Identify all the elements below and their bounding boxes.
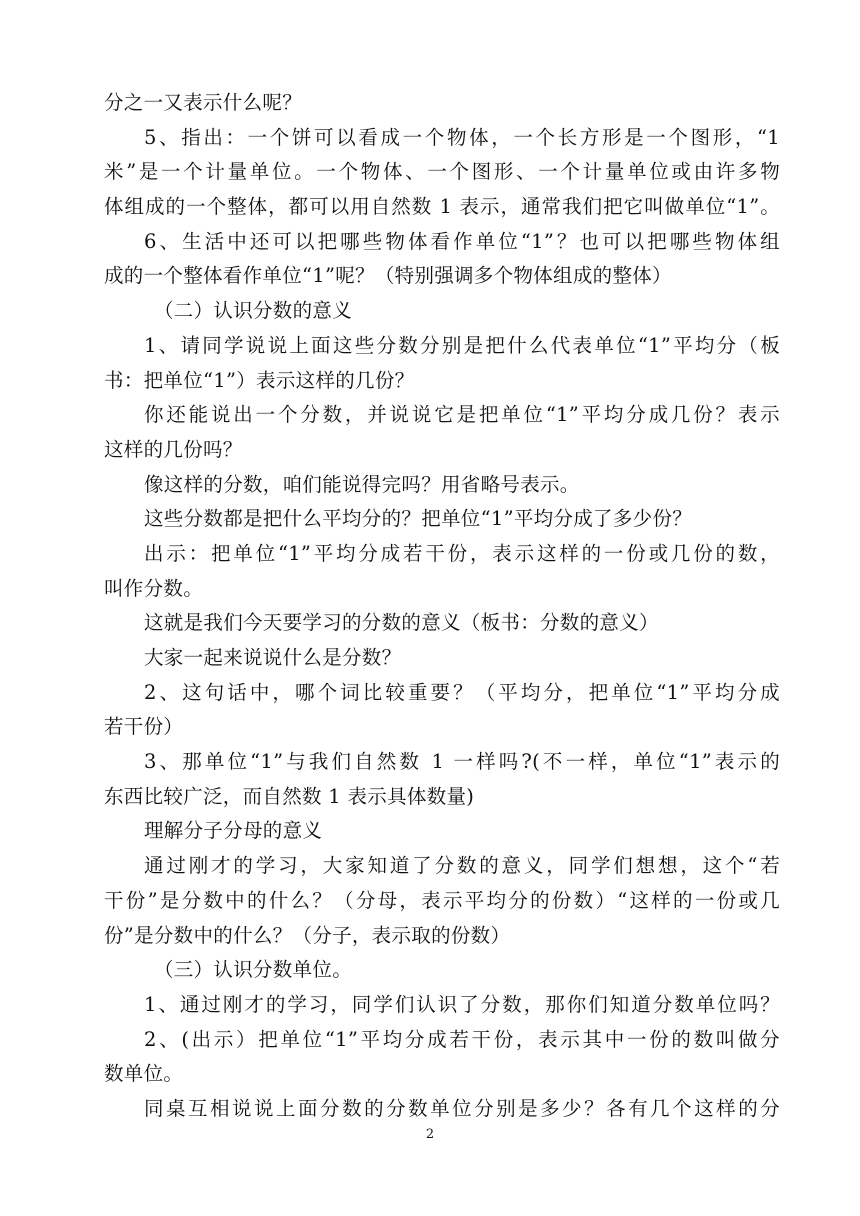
text-line: 数单位。	[104, 1062, 184, 1086]
section-heading: 理解分子分母的意义	[144, 819, 323, 843]
text-line: 出示：把单位“1”平均分成若干份，表示这样的一份或几份的数，	[144, 541, 780, 565]
text-line: 2、这句话中，哪个词比较重要？（平均分，把单位“1”平均分成	[144, 680, 780, 704]
text-line: 若干份）	[104, 715, 184, 739]
text-line: 东西比较广泛，而自然数 1 表示具体数量)	[104, 784, 475, 808]
page-number: 2	[425, 1127, 435, 1142]
text-line: 1、请同学说说上面这些分数分别是把什么代表单位“1”平均分（板	[144, 333, 780, 357]
text-line: 同桌互相说说上面分数的分数单位分别是多少？各有几个这样的分	[144, 1096, 780, 1120]
document-body	[104, 86, 780, 1127]
text-line: 6、生活中还可以把哪些物体看作单位“1”？也可以把哪些物体组	[144, 229, 780, 253]
section-heading: （三）认识分数单位。	[154, 958, 353, 982]
text-line: 通过刚才的学习，大家知道了分数的意义，同学们想想，这个“若	[144, 854, 780, 878]
text-line: 1、通过刚才的学习，同学们认识了分数，那你们知道分数单位吗？	[144, 992, 780, 1016]
text-line: 这些分数都是把什么平均分的？把单位“1”平均分成了多少份？	[144, 507, 693, 531]
text-line: 米”是一个计量单位。一个物体、一个图形、一个计量单位或由许多物	[104, 160, 780, 184]
text-line: 体组成的一个整体，都可以用自然数 1 表示，通常我们把它叫做单位“1”。	[104, 195, 780, 219]
text-line: 干份”是分数中的什么？（分母，表示平均分的份数）“这样的一份或几	[104, 888, 780, 912]
text-line: 5、指出：一个饼可以看成一个物体，一个长方形是一个图形，“1	[144, 125, 780, 149]
text-line: 这就是我们今天要学习的分数的意义（板书：分数的意义）	[144, 611, 659, 635]
text-line: 成的一个整体看作单位“1”呢？（特别强调多个物体组成的整体）	[104, 264, 672, 288]
text-line: 你还能说出一个分数，并说说它是把单位“1”平均分成几份？表示	[144, 403, 780, 427]
section-heading: （二）认识分数的意义	[154, 299, 353, 323]
text-line: 叫作分数。	[104, 576, 204, 600]
text-line: 书：把单位“1”）表示这样的几份？	[104, 368, 415, 392]
text-line: 大家一起来说说什么是分数？	[144, 646, 402, 669]
text-line: 分之一又表示什么呢？	[104, 91, 303, 114]
text-line: 像这样的分数，咱们能说得完吗？用省略号表示。	[144, 472, 580, 496]
text-line: 份”是分数中的什么？（分子，表示取的份数）	[104, 923, 511, 947]
text-line: 这样的几份吗？	[104, 437, 243, 461]
text-line: 3、那单位“1”与我们自然数 1 一样吗?(不一样，单位“1”表示的	[144, 750, 780, 774]
text-line: 2、(出示）把单位“1”平均分成若干份，表示其中一份的数叫做分	[144, 1027, 780, 1051]
